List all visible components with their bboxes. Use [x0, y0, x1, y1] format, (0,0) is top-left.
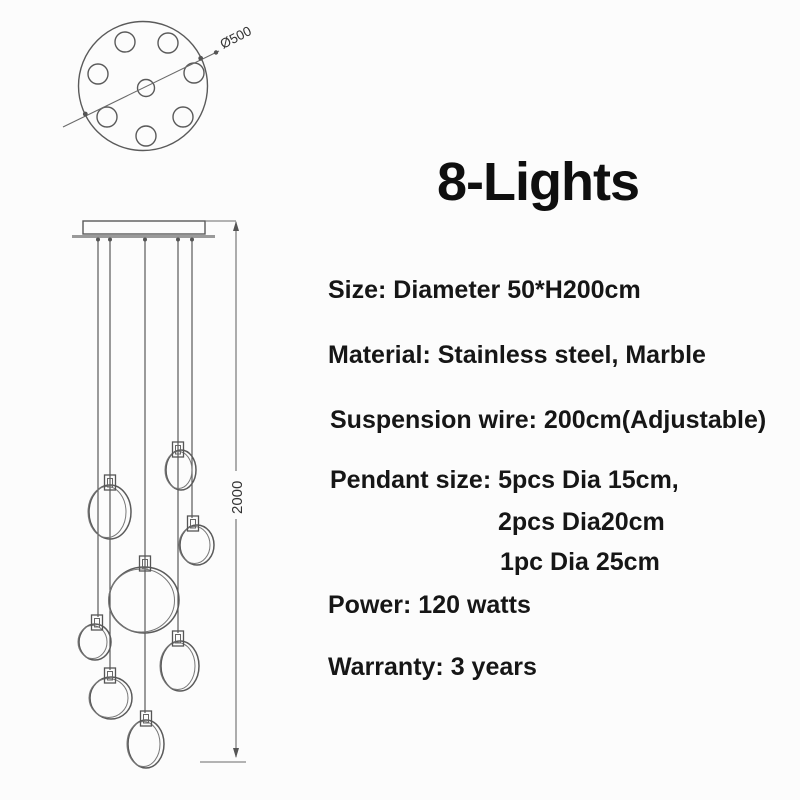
- technical-drawing: [0, 0, 320, 800]
- spec-power: Power: 120 watts: [328, 591, 531, 619]
- wire-connector: [143, 238, 147, 242]
- pendant-side-view-drawing: [72, 221, 246, 768]
- canopy-side-rect: [83, 221, 205, 234]
- canopy-hole: [158, 33, 178, 53]
- pendant-ring-25cm: [109, 567, 180, 633]
- pendant-cap: [92, 615, 103, 630]
- pendant-cap: [188, 516, 199, 531]
- dimension-tick: [198, 56, 203, 61]
- spec-suspension-wire: Suspension wire: 200cm(Adjustable): [330, 406, 767, 434]
- diameter-label: Ø500: [217, 23, 254, 52]
- dimension-tick: [214, 50, 218, 54]
- dimension-arrow-up: [233, 221, 239, 231]
- page-title: 8-Lights: [437, 152, 639, 212]
- height-label: 2000: [229, 480, 246, 514]
- spec-pendant-size-line2: 2pcs Dia20cm: [498, 508, 665, 536]
- dimension-arrow-down: [233, 748, 239, 758]
- canopy-hole: [88, 64, 108, 84]
- pendant-ring-15cm: [165, 450, 196, 490]
- spec-pendant-size-line1: Pendant size: 5pcs Dia 15cm,: [330, 466, 679, 494]
- canopy-hole: [173, 107, 193, 127]
- spec-warranty: Warranty: 3 years: [328, 653, 537, 681]
- canopy-outline-circle: [79, 22, 208, 151]
- canopy-hole: [136, 126, 156, 146]
- wire-connector: [96, 238, 100, 242]
- canopy-center-hole: [138, 80, 155, 97]
- spec-material: Material: Stainless steel, Marble: [328, 341, 706, 369]
- wire-connector: [108, 238, 112, 242]
- canopy-top-view-drawing: [63, 22, 254, 151]
- pendant-cap: [105, 668, 116, 683]
- spec-size: Size: Diameter 50*H200cm: [328, 276, 641, 304]
- pendant-ring-15cm: [160, 641, 199, 691]
- dimension-tick: [83, 112, 88, 117]
- pendant-cap: [141, 711, 152, 726]
- pendant-cap: [173, 631, 184, 646]
- canopy-hole: [115, 32, 135, 52]
- wire-connector: [176, 238, 180, 242]
- spec-pendant-size-line3: 1pc Dia 25cm: [500, 548, 660, 576]
- pendant-ring-15cm: [127, 720, 164, 768]
- canopy-hole: [97, 107, 117, 127]
- wire-connector: [190, 238, 194, 242]
